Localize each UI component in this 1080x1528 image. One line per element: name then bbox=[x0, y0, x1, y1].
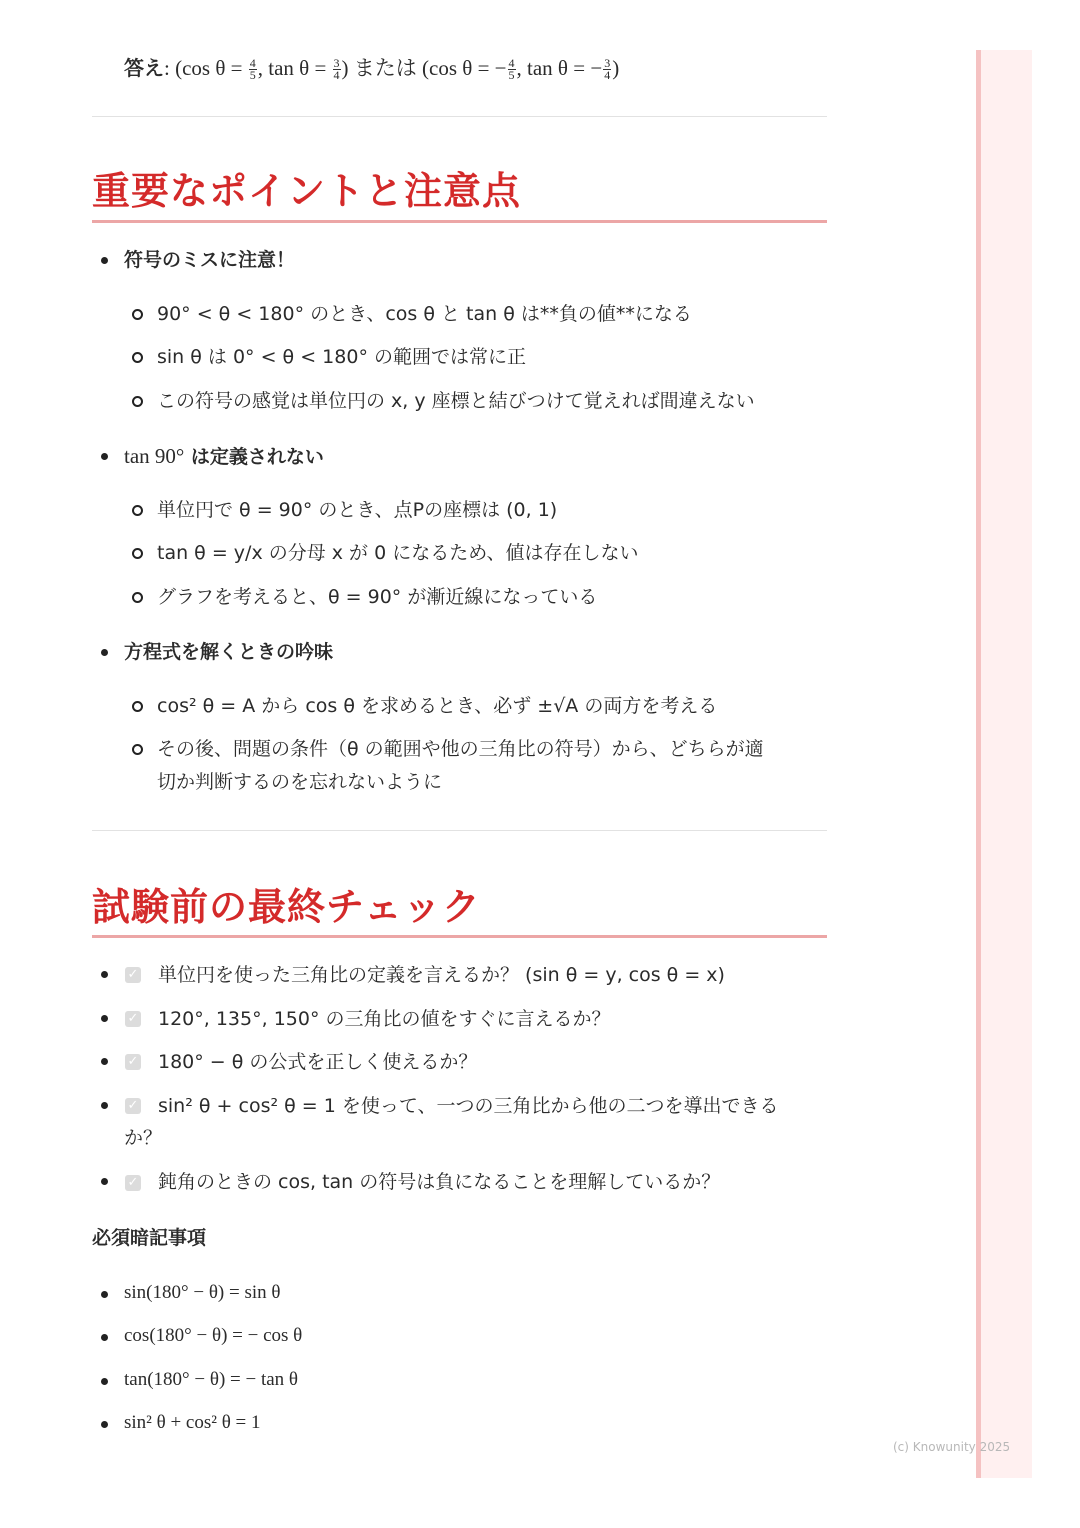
margin-line bbox=[976, 50, 981, 1478]
sub-bullet bbox=[132, 744, 143, 755]
bullet bbox=[101, 971, 108, 978]
section-title: 重要なポイントと注意点 bbox=[92, 169, 522, 213]
sub-bullet bbox=[132, 396, 143, 407]
section-underline bbox=[92, 935, 827, 938]
bullet bbox=[101, 453, 108, 460]
list-heading bbox=[124, 440, 324, 473]
sub-bullet bbox=[132, 592, 143, 603]
checklist-item: 単位円を使った三角比の定義を言えるか？ (sin θ = y, cos θ = x) bbox=[158, 964, 725, 986]
section-underline bbox=[92, 220, 827, 223]
bullet bbox=[101, 1421, 108, 1428]
fraction: $\frac{4}{5}$ bbox=[508, 56, 515, 82]
bullet bbox=[101, 1102, 108, 1109]
checklist-item: 180° − θ の公式を正しく使えるか？ bbox=[158, 1051, 478, 1073]
copyright-credit: (c) Knowunity 2025 bbox=[893, 1440, 1011, 1454]
bullet bbox=[101, 1015, 108, 1022]
bullet bbox=[101, 257, 108, 264]
sub-bullet bbox=[132, 309, 143, 320]
sub-bullet bbox=[132, 505, 143, 516]
checklist-item: sin² θ + cos² θ = 1 を使って、一つの三角比から他の二つを導出できる bbox=[158, 1095, 779, 1117]
formula-item: sin(180° − θ) = sin θ bbox=[124, 1282, 281, 1303]
bullet bbox=[101, 1334, 108, 1341]
memo-heading: 必須暗記事項 bbox=[92, 1227, 207, 1249]
answer-text: ) bbox=[612, 56, 620, 80]
answer-text: : (cos θ = bbox=[164, 56, 248, 80]
answer-line bbox=[124, 52, 619, 82]
list-heading: 方程式を解くときの吟味 bbox=[124, 641, 334, 663]
bullet bbox=[101, 1058, 108, 1065]
checkbox-checked-icon[interactable]: ✓ bbox=[125, 1098, 141, 1114]
list-item: sin θ は 0° < θ < 180° の範囲では常に正 bbox=[157, 346, 526, 368]
fraction: $\frac{3}{4}$ bbox=[333, 56, 340, 82]
fraction: $\frac{4}{5}$ bbox=[249, 56, 256, 82]
list-item: この符号の感覚は単位円の x, y 座標と結びつけて覚えれば間違えない bbox=[157, 390, 755, 412]
heading-math: tan 90° bbox=[124, 444, 185, 468]
checkbox-checked-icon[interactable]: ✓ bbox=[125, 1054, 141, 1070]
bullet bbox=[101, 649, 108, 656]
fraction: $\frac{3}{4}$ bbox=[604, 56, 611, 82]
sub-bullet bbox=[132, 701, 143, 712]
bullet bbox=[101, 1178, 108, 1185]
formula-item: cos(180° − θ) = − cos θ bbox=[124, 1325, 303, 1346]
margin-panel bbox=[976, 50, 1032, 1478]
section-title: 試験前の最終チェック bbox=[92, 885, 481, 929]
checkbox-checked-icon[interactable]: ✓ bbox=[125, 967, 141, 983]
sub-bullet bbox=[132, 352, 143, 363]
checklist-item-continued: か？ bbox=[124, 1127, 163, 1149]
bullet bbox=[101, 1291, 108, 1298]
divider bbox=[92, 830, 827, 831]
list-item-continued: 切か判断するのを忘れないように bbox=[157, 771, 443, 793]
divider bbox=[92, 116, 827, 117]
answer-text: , tan θ = − bbox=[516, 56, 603, 80]
list-item: cos² θ = A から cos θ を求めるとき、必ず ±√A の両方を考える bbox=[157, 695, 718, 717]
checkbox-checked-icon[interactable]: ✓ bbox=[125, 1011, 141, 1027]
checklist-item: 120°, 135°, 150° の三角比の値をすぐに言えるか？ bbox=[158, 1008, 611, 1030]
bullet bbox=[101, 1378, 108, 1385]
answer-text: , tan θ = bbox=[257, 56, 332, 80]
list-heading: 符号のミスに注意！ bbox=[124, 249, 296, 271]
list-item: 単位円で θ = 90° のとき、点Pの座標は (0, 1) bbox=[157, 499, 558, 521]
answer-text: ) または (cos θ = − bbox=[341, 56, 507, 80]
checkbox-checked-icon[interactable]: ✓ bbox=[125, 1175, 141, 1191]
heading-text: は定義されない bbox=[184, 446, 324, 468]
formula-item: tan(180° − θ) = − tan θ bbox=[124, 1369, 299, 1390]
checklist-item: 鈍角のときの cos, tan の符号は負になることを理解しているか？ bbox=[158, 1171, 721, 1193]
sub-bullet bbox=[132, 548, 143, 559]
answer-label: 答え bbox=[124, 56, 164, 80]
list-item: 90° < θ < 180° のとき、cos θ と tan θ は**負の値**になる bbox=[157, 303, 692, 325]
list-item: tan θ = y/x の分母 x が 0 になるため、値は存在しない bbox=[157, 542, 639, 564]
formula-item: sin² θ + cos² θ = 1 bbox=[124, 1412, 261, 1433]
list-item: グラフを考えると、θ = 90° が漸近線になっている bbox=[157, 586, 598, 608]
list-item: その後、問題の条件（θ の範囲や他の三角比の符号）から、どちらが適 bbox=[157, 738, 764, 760]
